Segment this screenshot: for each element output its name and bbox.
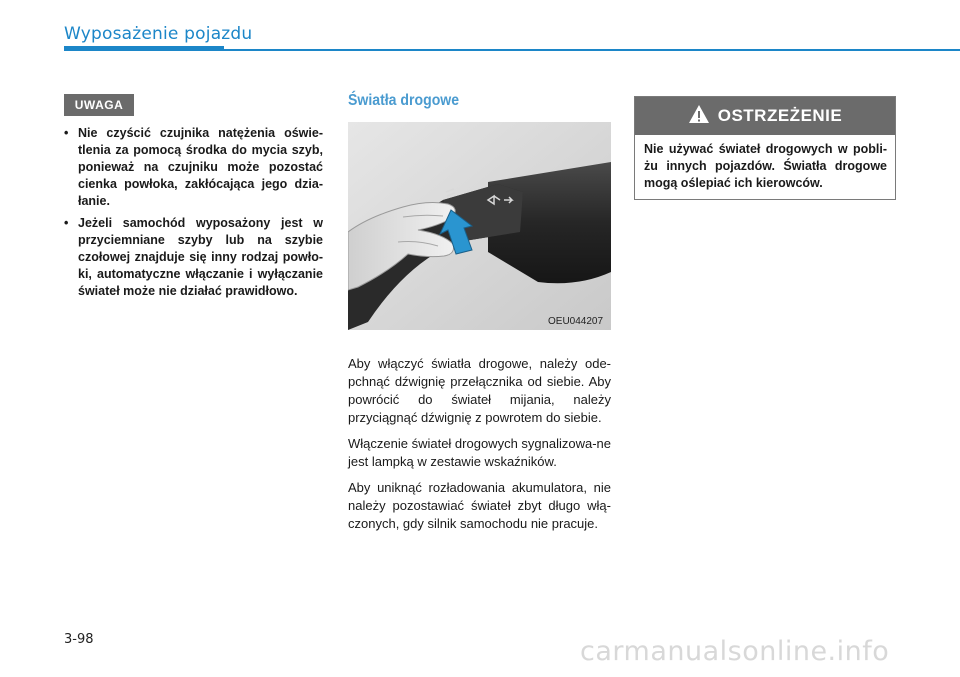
note-badge: UWAGA [64,94,134,116]
high-beam-lever-photo [348,122,611,330]
warning-triangle-icon [688,104,710,129]
watermark: carmanualsonline.info [580,636,890,667]
note-item [64,125,323,210]
warning-box [634,96,896,200]
header-rule-accent [64,46,224,51]
lever-illustration [348,122,611,330]
warning-header [635,97,895,135]
paragraph: Aby włączyć światła drogowe, należy ode-pchnąć dźwignię przełącznika od siebie. Aby powrócić do świateł mijania, należy przyciągnąć dźwignię z powrotem do siebie. [348,356,611,425]
note-item-text: Jeżeli samochód wyposażony jest w przyciemniane szyby lub na szybie czołowej znajduje się inny rodzaj powło-ki, automatyczne włączanie i wyłączanie świateł może nie działać prawidłowo. [78,216,323,298]
bullet-icon: • [64,126,69,140]
warning-text: Nie używać świateł drogowych w pobli-żu innych pojazdów. Światła drogowe mogą oślepiać ich kierowców. [644,142,887,190]
image-code: OEU044207 [548,316,604,327]
high-beam-text [348,355,611,541]
note-list [64,125,323,305]
paragraph: Włączenie świateł drogowych sygnalizowa-ne jest lampką w zestawie wskaźników. [348,436,612,469]
high-beam-heading: Światła drogowe [348,92,460,109]
note-item [64,215,323,300]
paragraph: Aby uniknąć rozładowania akumulatora, nie należy pozostawiać świateł zbyt długo włą-czonych, gdy silnik samochodu nie pracuje. [348,480,611,531]
header-rule [224,49,960,51]
note-item-text: Nie czyścić czujnika natężenia oświe-tlenia za pomocą środka do mycia szyb, ponieważ na czujniku może pozostać cienka powłoka, zakłócająca jego dzia-łanie. [78,126,323,208]
page-number: 3-98 [64,632,94,647]
bullet-icon: • [64,216,69,230]
warning-title: OSTRZEŻENIE [717,106,843,125]
section-title: Wyposażenie pojazdu [64,24,253,44]
